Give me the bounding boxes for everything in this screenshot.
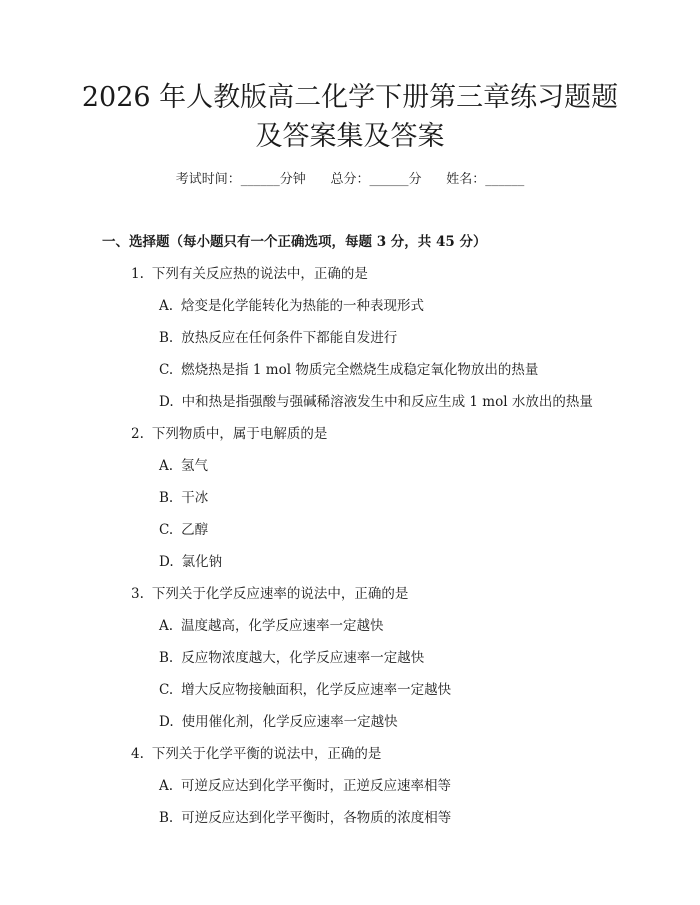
option-3d xyxy=(159,710,398,730)
option-text: 反应物浓度越大，化学反应速率一定越快 xyxy=(181,650,425,666)
option-text: 乙醇 xyxy=(181,522,209,538)
option-1d xyxy=(159,390,593,410)
option-letter: B. xyxy=(159,650,174,666)
option-text: 增大反应物接触面积，化学反应速率一定越快 xyxy=(181,682,452,698)
option-4a xyxy=(159,774,451,794)
option-1c xyxy=(159,358,538,378)
option-1b xyxy=(159,326,397,346)
title-line-2: 及答案集及答案 xyxy=(255,121,445,152)
option-letter: D. xyxy=(159,554,174,570)
question-number: 1. xyxy=(131,266,144,282)
option-letter: B. xyxy=(159,490,174,506)
option-2a xyxy=(159,454,208,474)
question-number: 4. xyxy=(131,746,144,762)
question-number: 3. xyxy=(131,586,144,602)
option-text: 温度越高，化学反应速率一定越快 xyxy=(181,618,384,634)
question-number: 2. xyxy=(131,426,144,442)
question-stem: 下列关于化学平衡的说法中，正确的是 xyxy=(151,746,382,762)
option-1a xyxy=(159,294,424,314)
question-stem: 下列有关反应热的说法中，正确的是 xyxy=(151,266,368,282)
option-3a xyxy=(159,614,384,634)
option-text: 焓变是化学能转化为热能的一种表现形式 xyxy=(181,298,425,314)
question-1 xyxy=(131,262,368,282)
option-letter: C. xyxy=(159,362,174,378)
option-text: 可逆反应达到化学平衡时，正逆反应速率相等 xyxy=(181,778,452,794)
option-text: 可逆反应达到化学平衡时，各物质的浓度相等 xyxy=(181,810,452,826)
title-line-1: 2026 年人教版高二化学下册第三章练习题题 xyxy=(81,82,619,113)
option-letter: D. xyxy=(159,394,174,410)
question-4 xyxy=(131,742,381,762)
option-2d xyxy=(159,550,222,570)
question-stem: 下列关于化学反应速率的说法中，正确的是 xyxy=(151,586,409,602)
option-letter: B. xyxy=(159,330,174,346)
option-letter: D. xyxy=(159,714,174,730)
option-text: 燃烧热是指 1 mol 物质完全燃烧生成稳定氧化物放出的热量 xyxy=(181,362,539,378)
option-4b xyxy=(159,806,451,826)
page-title xyxy=(0,78,700,156)
option-text: 氢气 xyxy=(181,458,209,474)
question-3 xyxy=(131,582,408,602)
option-text: 中和热是指强酸与强碱稀溶液发生中和反应生成 1 mol 水放出的热量 xyxy=(181,394,593,410)
exam-info: 考试时间：______分钟 总分：______分 姓名：______ xyxy=(175,172,525,187)
option-text: 干冰 xyxy=(181,490,209,506)
option-letter: C. xyxy=(159,522,174,538)
option-letter: C. xyxy=(159,682,174,698)
option-3b xyxy=(159,646,424,666)
option-text: 氯化钠 xyxy=(181,554,223,570)
option-text: 放热反应在任何条件下都能自发进行 xyxy=(181,330,398,346)
option-text: 使用催化剂，化学反应速率一定越快 xyxy=(181,714,398,730)
option-letter: A. xyxy=(159,618,174,634)
option-letter: A. xyxy=(159,778,174,794)
option-2b xyxy=(159,486,208,506)
question-stem: 下列物质中，属于电解质的是 xyxy=(151,426,328,442)
option-letter: A. xyxy=(159,458,174,474)
option-3c xyxy=(159,678,451,698)
section-heading: 一、选择题（每小题只有一个正确选项，每题 3 分，共 45 分） xyxy=(102,234,487,250)
option-letter: B. xyxy=(159,810,174,826)
option-letter: A. xyxy=(159,298,174,314)
question-2 xyxy=(131,422,327,442)
option-2c xyxy=(159,518,208,538)
